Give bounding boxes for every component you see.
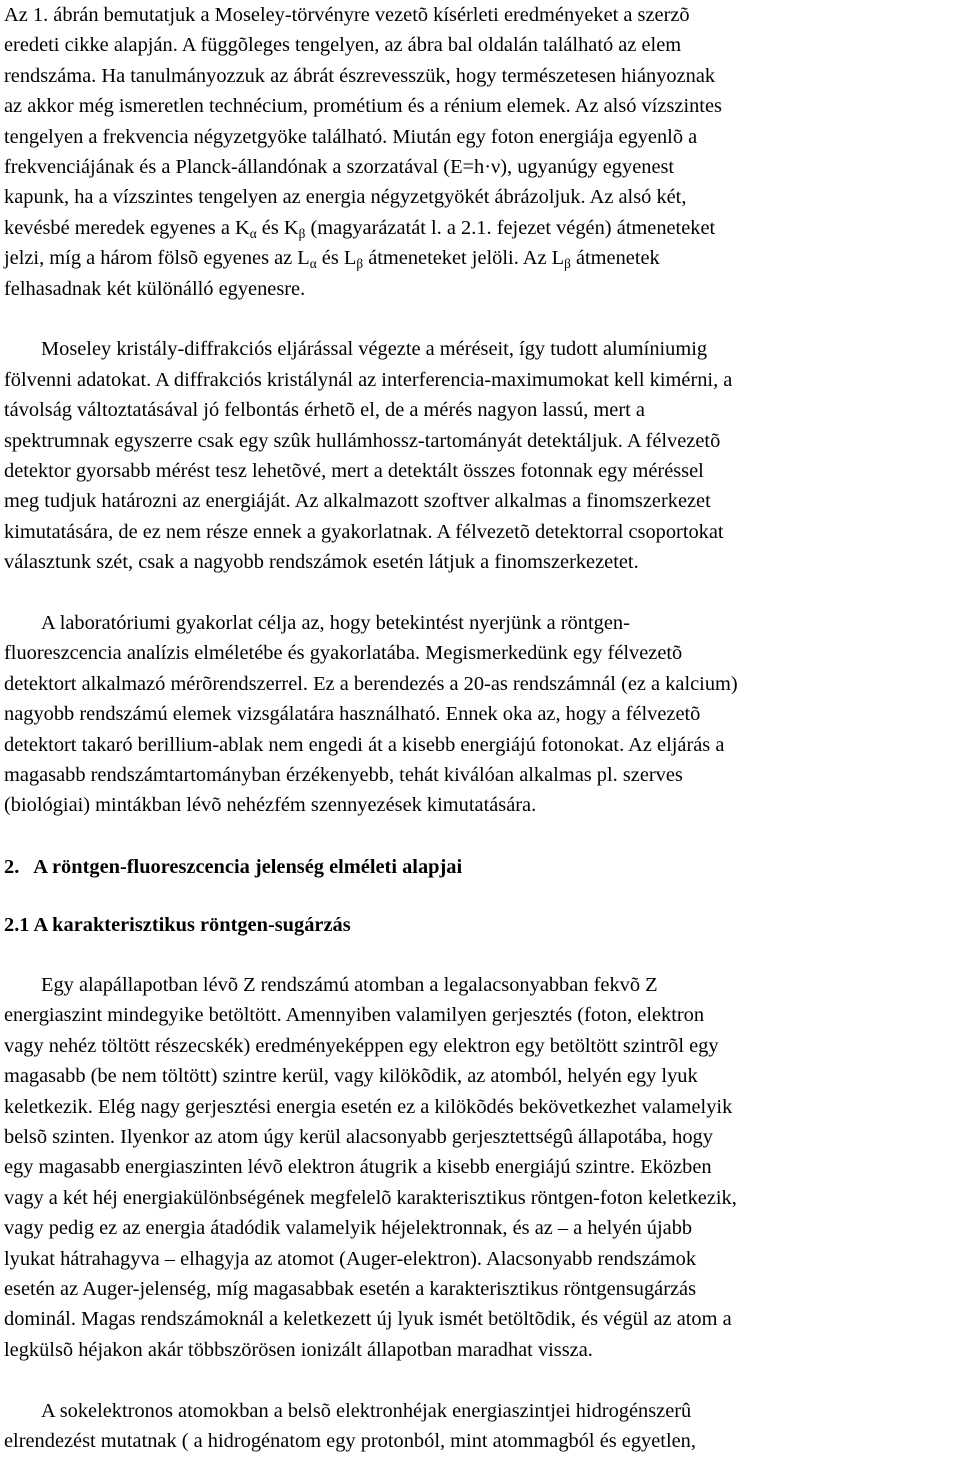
- text-line: vagy pedig ez az energia átadódik valamelyik héjelektronnak, és az – a helyén újabb: [4, 1217, 693, 1240]
- text-line: meg tudjuk határozni az energiáját. Az alkalmazott szoftver alkalmas a finomszerkezet: [4, 490, 711, 513]
- text-line: lyukat hátrahagyva – elhagyja az atomot (Auger-elektron). Alacsonyabb rendszámok: [4, 1247, 697, 1270]
- text-line: tengelyen a frekvencia négyzetgyöke található. Miután egy foton energiája egyenlõ a: [4, 125, 698, 148]
- subscript-alpha: α: [309, 256, 317, 272]
- text-line: vagy nehéz töltött részecskék) eredményeképpen egy elektron egy betöltött szintrõl egy: [4, 1034, 719, 1057]
- text-line: energiaszint mindegyike betöltött. Amennyiben valamilyen gerjesztés (foton, elektron: [4, 1004, 705, 1027]
- text-line: távolság változtatásával jó felbontás érhetõ el, de a mérés nagyon lassú, mert a: [4, 399, 645, 422]
- text-line: [4, 213, 715, 243]
- text-line: esetén az Auger-jelenség, míg magasabbak esetén a karakterisztikus röntgensugárzás: [4, 1278, 697, 1300]
- text-line: (biológiai) mintákban lévõ nehézfém szennyezések kimutatására.: [4, 794, 537, 817]
- text-line: kapunk, ha a vízszintes tengelyen az energia négyzetgyökét ábrázoljuk. Az alsó két,: [4, 186, 687, 209]
- text-line: magasabb rendszámtartományban érzékenyebb, tehát kiválóan alkalmas pl. szerves: [4, 764, 683, 786]
- text-line: fluoreszcencia analízis elméletébe és gyakorlatába. Megismerkedünk egy félvezetõ: [4, 642, 683, 665]
- text-line: legkülsõ héjakon akár többszörösen ionizált állapotban maradhat vissza.: [4, 1338, 593, 1361]
- text-line: az akkor még ismeretlen technécium, prométium és a rénium elemek. Az alsó vízszintes: [4, 95, 722, 118]
- text-line: Az 1. ábrán bemutatjuk a Moseley-törvényre vezetõ kísérleti eredményeket a szerzõ: [4, 4, 690, 26]
- section-title: A röntgen-fluoreszcencia jelenség elméleti alapjai: [33, 856, 463, 878]
- text-line: detektor gyorsabb mérést tesz lehetõvé, mert a detektált összes fotonnak egy méréssel: [4, 460, 704, 482]
- subsection-heading: 2.1 A karakterisztikus röntgen-sugárzás: [4, 914, 351, 936]
- text-line: keletkezik. Elég nagy gerjesztési energia esetén ez a kilökõdés bekövetkezhet valamelyik: [4, 1095, 733, 1118]
- text-line: kimutatására, de ez nem része ennek a gyakorlatnak. A félvezetõ detektorral csoportokat: [4, 520, 724, 543]
- text-line: detektort alkalmazó mérõrendszerrel. Ez a berendezés a 20-as rendszámnál (ez a kalcium): [4, 672, 738, 695]
- subscript-beta: β: [298, 225, 306, 241]
- text-segment: és K: [256, 216, 299, 239]
- text-line: detektort takaró berillium-ablak nem engedi át a kisebb energiájú fotonokat. Az eljárás a: [4, 733, 725, 756]
- text-line: vagy a két héj energiakülönbségének megfelelõ karakterisztikus röntgen-foton keletkezik,: [4, 1186, 737, 1209]
- text-line: frekvenciájának és a Planck-állandónak a szorzatával (E=h·ν), ugyanúgy egyenest: [4, 156, 675, 178]
- text-segment: átmeneteket jelöli. Az L: [363, 247, 565, 270]
- text-segment: kevésbé meredek egyenes a K: [4, 216, 250, 239]
- subscript-alpha: α: [249, 225, 257, 241]
- subscript-beta: β: [564, 256, 571, 272]
- text-line: nagyobb rendszámú elemek vizsgálatára használható. Ennek oka az, hogy a félvezetõ: [4, 703, 701, 726]
- text-line: belsõ szinten. Ilyenkor az atom úgy kerül alacsonyabb gerjesztettségû állapotába, hogy: [4, 1126, 713, 1148]
- text-line: választunk szét, csak a nagyobb rendszámok esetén látjuk a finomszerkezetet.: [4, 551, 639, 574]
- section-number: 2.: [4, 856, 20, 878]
- text-line: fölvenni adatokat. A diffrakciós kristálynál az interferencia-maximumokat kell kimérni, a: [4, 368, 733, 391]
- text-line: eredeti cikke alapján. A függõleges tengelyen, az ábra bal oldalán található az elem: [4, 34, 682, 57]
- text-segment: jelzi, míg a három fölsõ egyenes az L: [4, 247, 310, 270]
- text-line: elrendezést mutatnak ( a hidrogénatom egy protonból, mint atommagból és egyetlen,: [4, 1430, 696, 1453]
- text-line: spektrumnak egyszerre csak egy szûk hullámhossz-tartományát detektáljuk. A félvezetõ: [4, 429, 721, 452]
- text-line: Egy alapállapotban lévõ Z rendszámú atomban a legalacsonyabban fekvõ Z: [41, 974, 658, 996]
- text-line: egy magasabb energiaszinten lévõ elektron átugrik a kisebb energiájú szintre. Eközben: [4, 1156, 712, 1179]
- text-line: A sokelektronos atomokban a belsõ elektronhéjak energiaszintjei hidrogénszerû: [41, 1400, 692, 1422]
- text-line: Moseley kristály-diffrakciós eljárással végezte a méréseit, így tudott alumíniumig: [41, 338, 708, 361]
- text-line: felhasadnak két különálló egyenesre.: [4, 277, 306, 300]
- text-line: dominál. Magas rendszámoknál a keletkezett új lyuk ismét betöltõdik, és végül az atom a: [4, 1308, 732, 1331]
- text-line: rendszáma. Ha tanulmányozzuk az ábrát észrevesszük, hogy természetesen hiányoznak: [4, 64, 716, 87]
- text-segment: (magyarázatát l. a 2.1. fejezet végén) átmeneteket: [305, 216, 716, 239]
- text-line: [4, 243, 660, 273]
- text-segment: és L: [316, 247, 357, 270]
- text-line: A laboratóriumi gyakorlat célja az, hogy betekintést nyerjünk a röntgen-: [41, 612, 630, 634]
- text-segment: átmenetek: [570, 247, 660, 270]
- section-heading: [4, 852, 462, 882]
- text-line: magasabb (be nem töltött) szintre kerül, vagy kilökõdik, az atomból, helyén egy lyuk: [4, 1065, 698, 1088]
- subscript-beta: β: [356, 256, 364, 272]
